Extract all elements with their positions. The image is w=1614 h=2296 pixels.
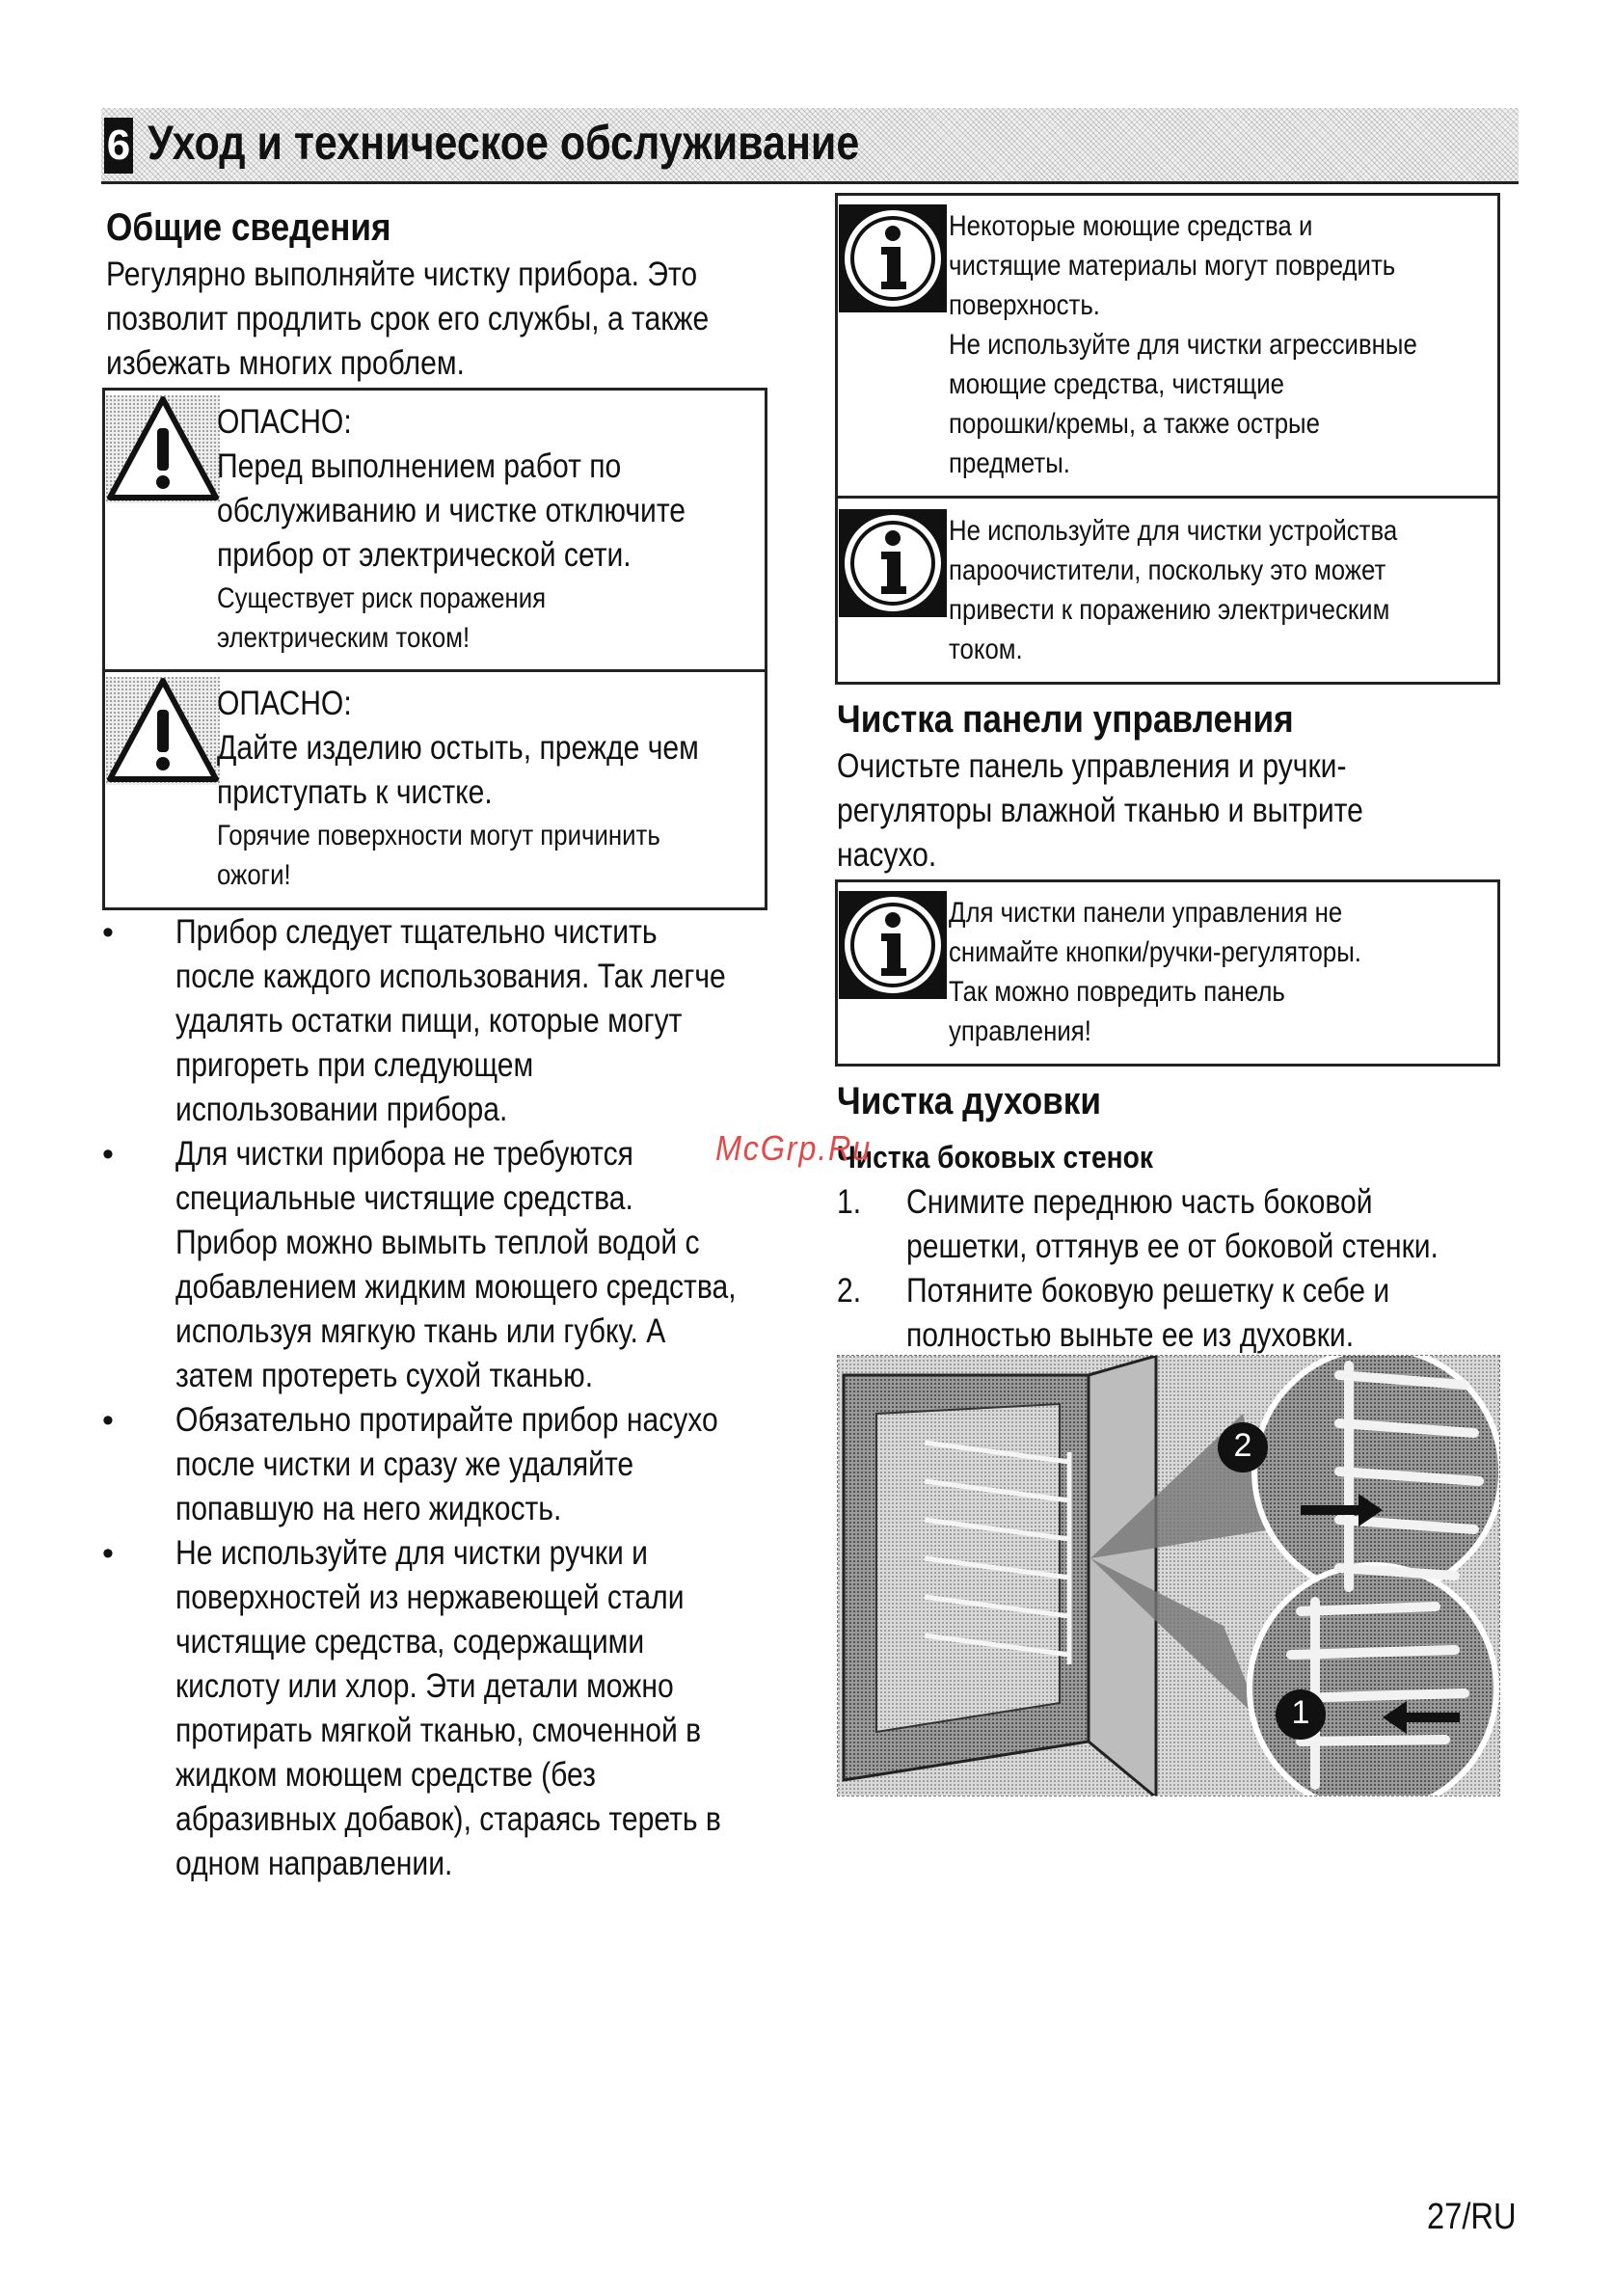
section-number: 6 [104,118,133,174]
callout-1: 1 [1291,1694,1310,1731]
step-text: Потяните боковую решетку к себе и полностью выньте ее из духовки. [906,1272,1390,1354]
watermark: McGrp.Ru [715,1128,873,1168]
warning-2-text: ОПАСНО: Дайте изделию остыть, прежде чем приступать к чистке. [217,685,699,811]
warning-2-note: Горячие поверхности могут причинить ожоги! [217,820,660,891]
list-item: Для чистки прибора не требуются специальные чистящие средства. Прибор можно вымыть теплой водой с добавлением жидким моющего средства, используя мягкую ткань или губку. А затем протереть сухой тканью. [175,1135,737,1394]
bullet-marker: • [102,1402,114,1439]
warning-triangle-icon [106,677,220,785]
step-text: Снимите переднюю часть боковой решетки, оттянув ее от боковой стенки. [906,1183,1439,1265]
section-header-rule [101,181,1519,184]
general-heading: Общие сведения [106,206,391,249]
control-panel-note-text: Для чистки панели управления не снимайте кнопки/ручки-регуляторы. Так можно повредить панель управления! [949,897,1361,1047]
list-item: Обязательно протирайте прибор насухо после чистки и сразу же удаляйте попавшую на него жидкость. [175,1401,718,1527]
info-icon [839,204,947,312]
callout-2: 2 [1233,1427,1252,1464]
list-item: Не используйте для чистки ручки и поверхностей из нержавеющей стали чистящие средства, содержащими кислоту или хлор. Эти детали можно протирать мягкой тканью, смоченной в жидком моющем средстве (без абразивных добавок), стараясь тереть в одном направлении. [175,1534,721,1882]
oven-subheading: Чистка боковых стенок [837,1140,1153,1175]
page-number: 27/RU [1427,2197,1517,2237]
bullet-marker: • [102,1535,114,1572]
section-title: Уход и техническое обслуживание [148,116,860,170]
info-icon [839,891,947,999]
warning-1-text: ОПАСНО: Перед выполнением работ по обслуживанию и чистке отключите прибор от электрической сети. [217,403,686,574]
step-number: 1. [837,1183,862,1221]
bullet-marker: • [102,914,114,951]
control-panel-text: Очистьте панель управления и ручки- регуляторы влажной тканью и вытрите насухо. [837,747,1363,874]
info-note-2-text: Не используйте для чистки устройства пароочистители, поскольку это может привести к поражению электрическим током. [949,515,1398,665]
warning-box-divider [102,669,767,672]
oven-side-rack-illustration [837,1355,1500,1796]
warning-triangle-icon [106,395,220,503]
general-intro: Регулярно выполняйте чистку прибора. Это позволит продлить срок его службы, а также избежать многих проблем. [106,256,710,382]
warning-1-note: Существует риск поражения электрическим током! [217,582,547,654]
control-panel-heading: Чистка панели управления [837,698,1294,741]
info-icon [839,509,947,617]
info-note-1-text: Некоторые моющие средства и чистящие материалы могут повредить поверхность. Не используйте для чистки агрессивные моющие средства, чистящие порошки/кремы, а также острые предметы. [949,210,1417,479]
step-number: 2. [837,1272,862,1310]
info-box-divider [835,496,1500,499]
list-item: Прибор следует тщательно чистить после каждого использования. Так легче удалять остатки пищи, которые могут пригореть при следующем использовании прибора. [175,913,726,1128]
bullet-marker: • [102,1136,114,1173]
oven-heading: Чистка духовки [837,1080,1102,1122]
